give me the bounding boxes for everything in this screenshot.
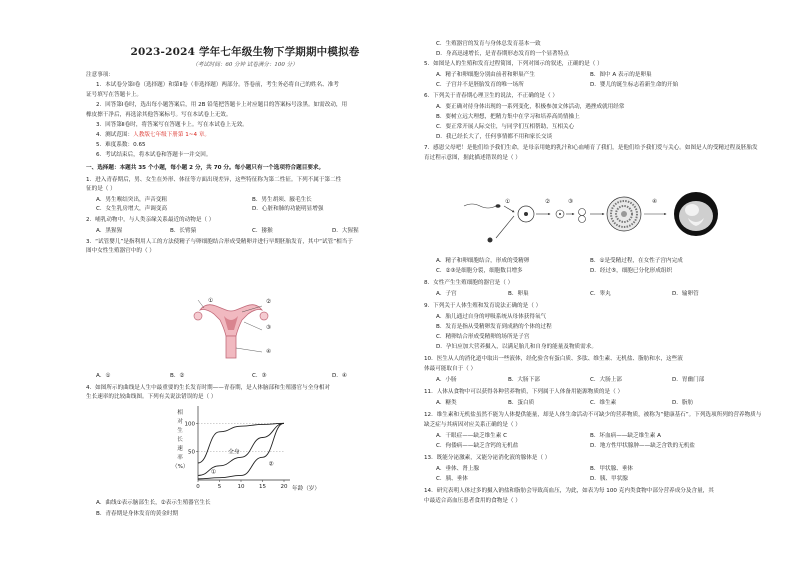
morula bbox=[607, 197, 641, 231]
q10-option-d: D．胃幽门部 bbox=[672, 377, 705, 383]
x-tick-label: 0 bbox=[196, 484, 200, 490]
fetus-image bbox=[674, 192, 718, 236]
q10-option-c: C．大肠上部 bbox=[590, 377, 622, 383]
q1-option-c: C．女生乳房增大，声调变高 bbox=[96, 206, 168, 212]
chart-xlabel: 年龄（岁） bbox=[292, 486, 320, 492]
q11-option-d: D．脂肪 bbox=[672, 400, 694, 406]
ovary-left bbox=[194, 312, 202, 320]
q11-option-a: A．糖类 bbox=[436, 400, 457, 406]
exam-title: 2023-2024 学年七年级生物下学期期中模拟卷 bbox=[130, 46, 360, 58]
note-line: 3．回答第Ⅱ卷时，将答案写在答题卡上。写在本试卷上无效。 bbox=[96, 122, 248, 128]
q7-label-1: ① bbox=[505, 199, 511, 205]
q8-option-c: C．睾丸 bbox=[590, 291, 611, 297]
q6-option-d: D．我已经长大了，任何事情都不用和家长交谈 bbox=[436, 134, 553, 140]
q10-option-a: A．小肠 bbox=[436, 377, 457, 383]
q3-label-2: ② bbox=[266, 299, 272, 305]
q9-option-c: C．精卵结合形成受精卵的场所是子宫 bbox=[436, 334, 530, 340]
q3-label-3: ③ bbox=[266, 325, 272, 331]
q11-option-b: B．蛋白质 bbox=[508, 400, 535, 406]
q1-option-a: A．男生喉结突出，声音变粗 bbox=[96, 197, 167, 203]
q13-option-b: B．甲状腺、垂体 bbox=[590, 466, 633, 472]
x-tick-label: 15 bbox=[259, 484, 266, 490]
q10-stem: 体最可能取自于（ ） bbox=[424, 366, 477, 372]
q7-stem: 育过程示意图，据此描述错误的是（ ） bbox=[424, 155, 521, 161]
q4-option-c: C．生殖器官的发育与身体总发育基本一致 bbox=[436, 41, 541, 47]
q7-label-4: ④ bbox=[652, 199, 658, 205]
uterus-diagram bbox=[186, 294, 276, 366]
q3-label-4: ④ bbox=[266, 349, 272, 355]
q7-option-b: B．①是受精过程，在女性子宫内完成 bbox=[590, 258, 683, 264]
x-tick-label: 20 bbox=[280, 484, 288, 490]
sperm bbox=[464, 204, 501, 208]
q2-option-c: C．猕猴 bbox=[252, 228, 273, 234]
q4-option-d: D．身高迅速增长，是青春期形态发育的一个显著特点 bbox=[436, 51, 569, 57]
series-label: ② bbox=[268, 461, 274, 468]
ylabel-char: （%） bbox=[172, 464, 189, 470]
label-line-1 bbox=[198, 300, 204, 308]
q9-option-a: A．胎儿通过自身的呼吸系统从母体获得氧气 bbox=[436, 314, 547, 320]
y-tick-label: 100 bbox=[184, 421, 195, 428]
q10-stem: 10．医生从人的消化道中取出一些液体，经化验含有蛋白质、多肽、维生素、无机盐、脂肪和水，这些液 bbox=[424, 356, 683, 362]
q2-stem: 2．哺乳动物中，与人类亲缘关系最近的动物是（ ） bbox=[86, 217, 215, 223]
q9-option-d: D．孕妇应加大营养摄入，以满足胎儿和自身的能量及物质需求。 bbox=[436, 344, 597, 350]
ylabel-char: 长 bbox=[177, 437, 183, 443]
q7-option-a: A．精子和卵细胞结合，形成的受精卵 bbox=[436, 258, 530, 264]
q5-option-c: C．子宫并不是胚胎发育的唯一场所 bbox=[436, 82, 524, 88]
ylabel-char: 相 bbox=[177, 410, 183, 416]
q7-label-2: ② bbox=[545, 199, 551, 205]
series-line bbox=[198, 423, 284, 475]
q3-option-d: D．④ bbox=[332, 373, 347, 379]
test-range-label: 4．测试范围： bbox=[96, 132, 134, 138]
q12-stem: 缺乏症与其病因对应关系正确的是（ ） bbox=[424, 422, 521, 428]
q8-option-b: B．卵巢 bbox=[508, 291, 529, 297]
vagina bbox=[226, 336, 236, 358]
q4-option-b: B．青春期是身体发育的黄金时期 bbox=[96, 511, 179, 517]
q4-option-a: A．曲线①表示脑部生长，②表示生殖器官生长 bbox=[96, 500, 211, 506]
q6-option-a: A．要正确对待身体出现的一系列变化，积极参加文体活动，遇挫成就用经常 bbox=[436, 104, 625, 110]
ylabel-char: 率 bbox=[177, 455, 183, 461]
q7-option-c: C．②③是细胞分裂，细胞数目增多 bbox=[436, 268, 523, 274]
q9-stem: 9．下列关于人体生殖和发育说法正确的是（ ） bbox=[424, 303, 542, 309]
q11-stem: 11．人体从食物中可以获得各种营养物质，下列属于人体备用能源物质的是（ ） bbox=[424, 389, 624, 395]
q1-stem: 1．进入青春期后，男、女生在外形、体征等方面出现差异，这些特征称为第二性征。下列不属于第二性 bbox=[86, 177, 342, 183]
q6-option-b: B．要树立远大理想，把精力集中在学习和培养高尚情操上 bbox=[436, 114, 580, 120]
q5-option-d: D．婴儿的诞生标志着新生命的开始 bbox=[590, 82, 679, 88]
q7-option-d: D．经过⑤，细胞已分化形成组织 bbox=[590, 268, 673, 274]
egg-cell bbox=[488, 238, 493, 243]
q3-option-c: C．③ bbox=[252, 373, 267, 379]
ylabel-char: 速 bbox=[177, 446, 183, 452]
q3-option-a: A．① bbox=[96, 373, 111, 379]
x-tick-label: 5 bbox=[217, 484, 222, 490]
q8-option-d: D．输卵管 bbox=[672, 291, 699, 297]
note-line: 橡皮擦干净后，再选涂其他答案标号。写在本试卷上无效。 bbox=[86, 112, 232, 118]
q10-option-b: B．大肠下部 bbox=[508, 377, 540, 383]
x-tick-label: 10 bbox=[237, 484, 245, 490]
q3-option-b: B．② bbox=[170, 373, 185, 379]
note-line: 5．难度系数：0.65 bbox=[96, 142, 146, 148]
q2-option-a: A．黑猩猩 bbox=[96, 228, 123, 234]
q5-option-a: A．精子和卵细胞分别由前者和卵巢产生 bbox=[436, 72, 535, 78]
q3-stem: 图中女性生殖器官中的（ ） bbox=[86, 248, 155, 254]
exam-subtitle: （考试时间：60 分钟 试卷满分：100 分） bbox=[192, 62, 298, 68]
q1-option-d: D．心脏和肺的功能明显增强 bbox=[252, 206, 324, 212]
note-line: 2．回答第Ⅰ卷时，选出每小题答案后，用 2B 铅笔把答题卡上对应题目的答案标号涂黑。如需改动，用 bbox=[96, 102, 348, 108]
label-line-4 bbox=[236, 348, 262, 352]
q7-label-3: ③ bbox=[568, 199, 574, 205]
q3-stem: 3．“试管婴儿”是指利用人工的方法使精子与卵细胞结合形成受精卵并进行早期胚胎发育，其中“试管”相当于 bbox=[86, 239, 353, 245]
q3-label-1: ① bbox=[208, 298, 214, 304]
q13-option-a: A．垂体、肾上腺 bbox=[436, 466, 479, 472]
q14-stem: 中最适合高血压患者食用的食物是（ ） bbox=[424, 498, 521, 504]
arrow bbox=[496, 216, 514, 238]
q11-option-c: C．维生素 bbox=[590, 400, 617, 406]
zygote bbox=[518, 206, 534, 222]
q4-stem: 生长速率的比较曲线图。下列有关说法错误的是（ ） bbox=[86, 394, 217, 400]
q1-option-b: B．男生胡须、腋毛生长 bbox=[252, 197, 312, 203]
q13-option-d: D．胰、甲状腺 bbox=[590, 476, 628, 482]
note-line bbox=[96, 132, 210, 139]
two-cell-stage bbox=[556, 210, 564, 218]
q5-option-b: B．图中 A 表示的是卵巢 bbox=[590, 72, 652, 78]
arrow bbox=[504, 206, 514, 212]
note-line: 1．本试卷分第Ⅰ卷（选择题）和第Ⅱ卷（非选择题）两部分。答卷前，考生务必将自己的姓名、准考 bbox=[96, 82, 339, 88]
q9-option-b: B．发育是指从受精卵发育到成熟的个体的过程 bbox=[436, 324, 552, 330]
q12-option-d: D．地方性甲状腺肿——缺乏含铁的无机盐 bbox=[590, 443, 695, 449]
y-tick-label: 50 bbox=[188, 449, 195, 456]
series-label: 全身 bbox=[228, 449, 240, 456]
note-line: 证号填写在答题卡上。 bbox=[86, 92, 142, 98]
q12-option-a: A．干眼症——缺乏维生素 C bbox=[436, 433, 508, 439]
four-cell-stage bbox=[579, 209, 586, 223]
q12-option-b: B．坏血病——缺乏维生素 A bbox=[590, 433, 661, 439]
q6-stem: 6．下列关于青春期心理卫生的说法，不正确的是（ ） bbox=[424, 93, 558, 99]
q2-option-b: B．长臂猿 bbox=[170, 228, 197, 234]
notes-heading: 注意事项： bbox=[86, 72, 114, 78]
ylabel-char: 生 bbox=[177, 428, 183, 434]
label-line-3 bbox=[244, 322, 262, 330]
test-range-value: 人教版七年级下册第 1~4 章。 bbox=[133, 132, 211, 138]
q13-option-c: C．胰、垂体 bbox=[436, 476, 468, 482]
q5-stem: 5．如图是人的生殖和发育过程简图，下列对图示的叙述，正确的是（ ） bbox=[424, 61, 603, 67]
q8-stem: 8．女性产生生殖细胞的器官是（ ） bbox=[424, 280, 514, 286]
q14-stem: 14．研究表明人体过多的摄入钠盐和脂肪会导致高血压，为此，如表为每 100 克内类食物中部分营养成分及含量，其 bbox=[424, 488, 714, 494]
series-label: ① bbox=[210, 469, 217, 476]
q13-stem: 13．既能分泌激素，又能分泌消化液的腺体是（ ） bbox=[424, 455, 551, 461]
growth-chart bbox=[186, 404, 301, 494]
ovary-right bbox=[260, 312, 268, 320]
q1-stem: 征的是（ ） bbox=[86, 186, 116, 192]
ylabel-char: 对 bbox=[177, 419, 183, 425]
q2-option-d: D．大猩猩 bbox=[332, 228, 359, 234]
note-line: 6．考试结束后，将本试卷和答题卡一并交回。 bbox=[96, 152, 212, 158]
chart-ylabel bbox=[172, 409, 189, 472]
q12-stem: 12．维生素和无机盐虽然不能为人体提供能量，却是人体生命活动不可缺少的营养物质，被称为“健康基石”。下列选项所列的营养物质与 bbox=[424, 412, 762, 418]
section-heading: 一、选择题：本题共 35 个小题，每小题 2 分，共 70 分。每小题只有一个选项符合题目要求。 bbox=[86, 165, 325, 171]
development-diagram bbox=[460, 176, 730, 250]
q6-option-c: C．要正常开展人际交往，与同学们互相帮助，互相关心 bbox=[436, 124, 575, 130]
q12-option-c: C．佝偻病——缺乏含钙的无机盐 bbox=[436, 443, 519, 449]
q7-stem: 7．感恩父母吧！是他们给予我们生命，是母亲用她的乳汁和心血哺育了我们，是他们给予我们爱与关心。如图是人的受精过程及胚胎发 bbox=[424, 145, 758, 151]
q8-option-a: A．子宫 bbox=[436, 291, 457, 297]
q4-stem: 4．如图所示的曲线是人生中最重要的生长发育时期——青春期，是人体脑部和生殖器官与全身相对 bbox=[86, 385, 331, 391]
